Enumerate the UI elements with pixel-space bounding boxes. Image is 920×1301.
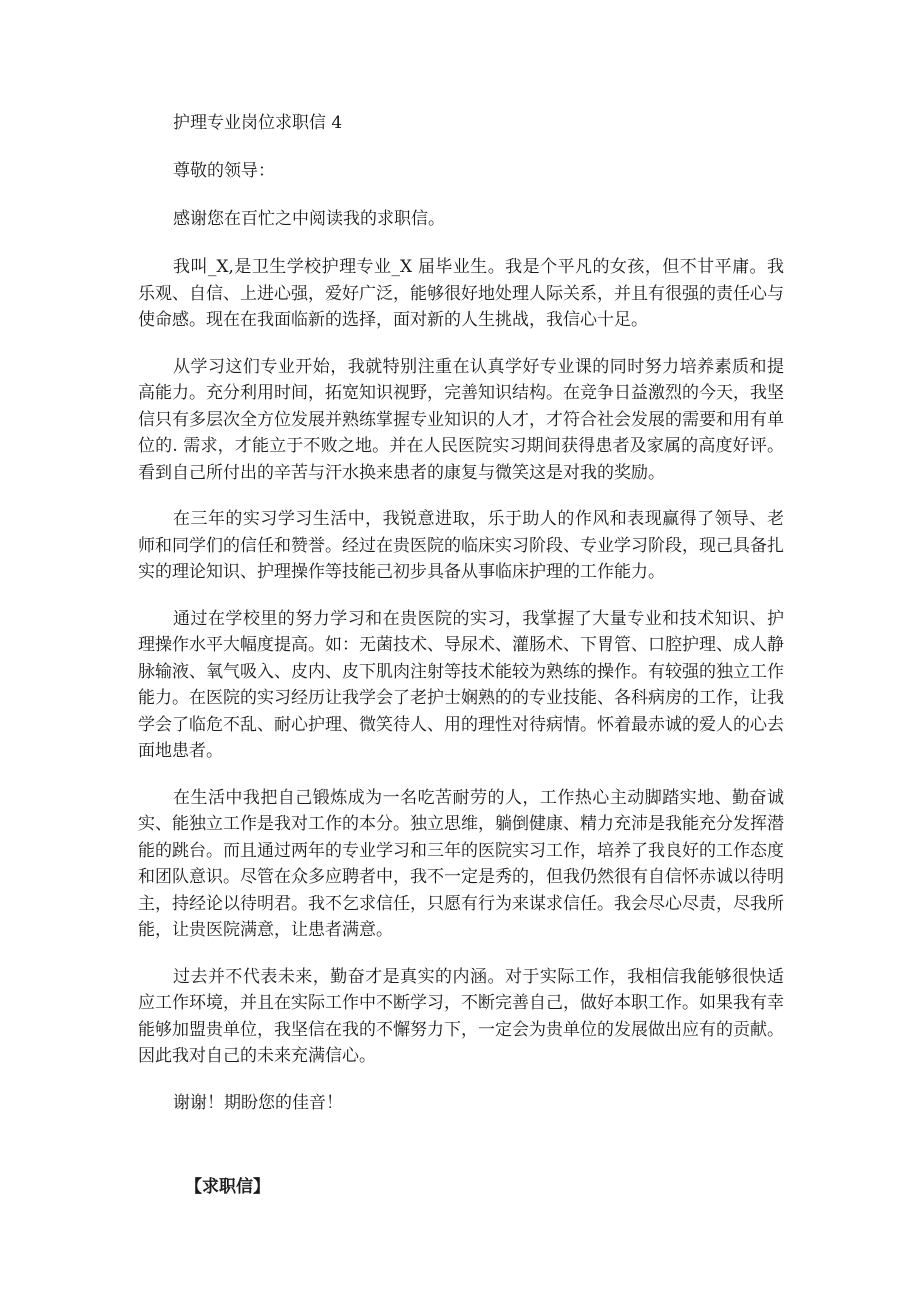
closing-line: 谢谢！期盼您的佳音！ <box>173 1092 343 1113</box>
paragraph-internship: 在三年的实习学习生活中，我锐意进取，乐于助人的作风和表现赢得了领导、老师和同学们的信任和赞誉。经过在贵医院的临床实习阶段、专业学习阶段，现己具备扎实的理论知识、护理操作等技能己初步具备从事临床护理的工作能力。 <box>138 509 784 582</box>
paragraph-introduction: 我叫_X,是卫生学校护理专业_X 届毕业生。我是个平凡的女孩，但不甘平庸。我乐观、自信、上进心强，爱好广泛，能够很好地处理人际关系，并且有很强的责任心与使命感。现在在我面临新的选择，面对新的人生挑战，我信心十足。 <box>138 257 784 330</box>
paragraph-character: 在生活中我把自己锻炼成为一名吃苦耐劳的人，工作热心主动脚踏实地、勤奋诚实、能独立工作是我对工作的本分。独立思维，躺倒健康、精力充沛是我能充分发挥潜能的跳台。而且通过两年的专业学习和三年的医院实习工作，培养了我良好的工作态度和团队意识。尽管在众多应聘者中，我不一定是秀的，但我仍然很有自信怀赤诚以待明主，持经论以待明君。我不乞求信任，只愿有行为来谋求信任。我会尽心尽责，尽我所能，让贵医院满意，让患者满意。 <box>138 787 784 940</box>
paragraph-thanks: 感谢您在百忙之中阅读我的求职信。 <box>173 209 445 229</box>
document-title: 护理专业岗位求职信 4 <box>173 113 343 133</box>
category-tag: 【求职信】 <box>185 1176 270 1197</box>
letter-page <box>138 102 784 1200</box>
salutation: 尊敬的领导： <box>173 161 275 181</box>
paragraph-future: 过去并不代表未来，勤奋才是真实的内涵。对于实际工作，我相信我能够很快适应工作环境，并且在实际工作中不断学习，不断完善自己，做好本职工作。如果我有幸能够加盟贵单位，我坚信在我的不懈努力下，一定会为贵单位的发展做出应有的贡献。因此我对自己的未来充满信心。 <box>138 966 784 1066</box>
paragraph-skills: 通过在学校里的努力学习和在贵医院的实习，我掌握了大量专业和技术知识、护理操作水平大幅度提高。如：无菌技术、导尿术、灌肠术、下胃管、口腔护理、成人静脉输液、氧气吸入、皮内、皮下肌肉注射等技术能较为熟练的操作。有较强的独立工作能力。在医院的实习经历让我学会了老护士娴熟的的专业技能、各科病房的工作，让我学会了临危不乱、耐心护理、微笑待人、用的理性对待病情。怀着最赤诚的爱人的心去面地患者。 <box>138 608 784 761</box>
paragraph-study: 从学习这们专业开始，我就特别注重在认真学好专业课的同时努力培养素质和提高能力。充分利用时间，拓宽知识视野，完善知识结构。在竞争日益激烈的今天，我坚信只有多层次全方位发展并熟练掌握专业知识的人才，才符合社会发展的需要和用有单位的. 需求，才能立于不败之地。并在人民医院实习期间获得患者及家属的高度好评。看到自己所付出的辛苦与汗水换来患者的康复与微笑这是对我的奖励。 <box>138 356 784 483</box>
